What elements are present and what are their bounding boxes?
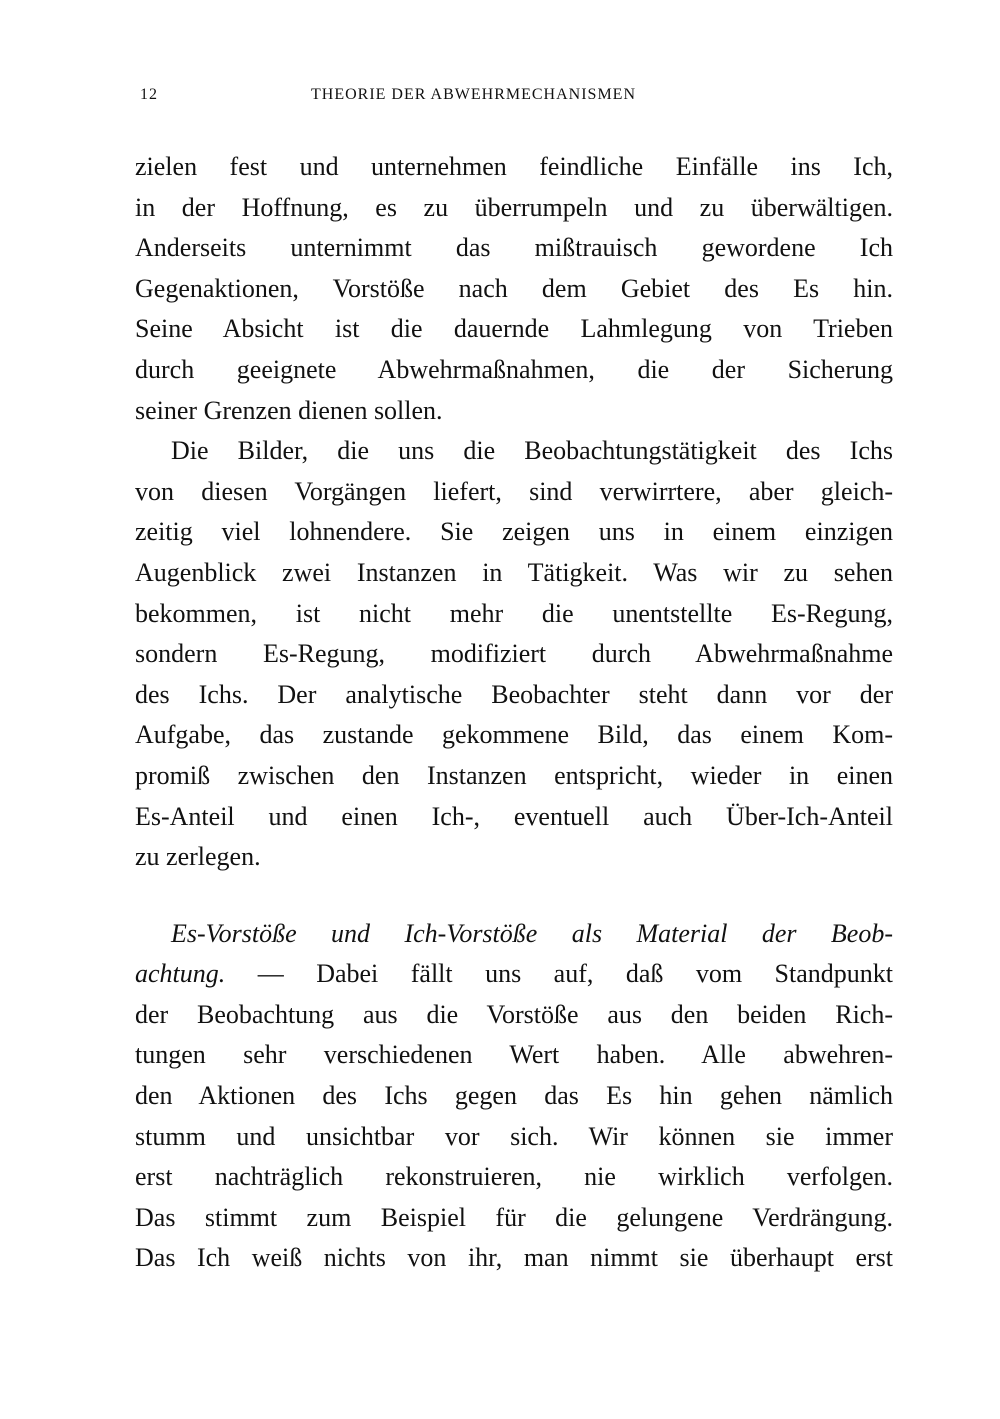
text-line: den Aktionen des Ichs gegen das Es hin gehen nämlich bbox=[135, 1081, 893, 1111]
text-line: Das stimmt zum Beispiel für die gelungene Verdrängung. bbox=[135, 1202, 893, 1232]
text-line: Das Ich weiß nichts von ihr, man nimmt sie überhaupt erst bbox=[135, 1243, 893, 1273]
text-line: Augenblick zwei Instanzen in Tätigkeit. Was wir zu sehen bbox=[135, 557, 893, 587]
text-line bbox=[135, 954, 893, 995]
text-line: Anderseits unternimmt das mißtrauisch gewordene Ich bbox=[135, 233, 893, 263]
text-line: sondern Es-Regung, modifiziert durch Abwehrmaßnahme bbox=[135, 639, 893, 669]
text-fragment: — Dabei fällt uns auf, daß vom Standpunkt bbox=[225, 959, 893, 989]
page-number: 12 bbox=[140, 86, 158, 103]
running-title: THEORIE DER ABWEHRMECHANISMEN bbox=[311, 86, 636, 103]
text-line: durch geeignete Abwehrmaßnahmen, die der Sicherung bbox=[135, 354, 893, 384]
text-line: tungen sehr verschiedenen Wert haben. Alle abwehren- bbox=[135, 1040, 893, 1070]
section-heading-end: achtung. bbox=[135, 959, 226, 989]
body-text bbox=[135, 147, 893, 1279]
text-line: promiß zwischen den Instanzen entspricht, wieder in einen bbox=[135, 760, 893, 790]
paragraph-2 bbox=[135, 431, 893, 878]
text-line: zeitig viel lohnendere. Sie zeigen uns in einem einzigen bbox=[135, 517, 893, 547]
text-line: Aufgabe, das zustande gekommene Bild, das einem Kom- bbox=[135, 720, 893, 750]
text-line: des Ichs. Der analytische Beobachter steht dann vor der bbox=[135, 679, 893, 709]
section-paragraph bbox=[135, 914, 893, 1279]
text-line: erst nachträglich rekonstruieren, nie wirklich verfolgen. bbox=[135, 1162, 893, 1192]
section-gap bbox=[135, 878, 893, 914]
paragraph-1 bbox=[135, 147, 893, 431]
book-page bbox=[135, 0, 893, 1419]
section-heading: Es-Vorstöße und Ich-Vorstöße als Material der Beob- bbox=[171, 918, 893, 948]
text-line: zielen fest und unternehmen feindliche Einfälle ins Ich, bbox=[135, 152, 893, 181]
text-line: Die Bilder, die uns die Beobachtungstätigkeit des Ichs bbox=[171, 436, 893, 466]
text-line: der Beobachtung aus die Vorstöße aus den beiden Rich- bbox=[135, 999, 893, 1029]
text-line: von diesen Vorgängen liefert, sind verwirrtere, aber gleich- bbox=[135, 476, 893, 506]
text-line: zu zerlegen. bbox=[135, 842, 261, 872]
text-line: Seine Absicht ist die dauernde Lahmlegung von Trieben bbox=[135, 314, 893, 344]
text-line: bekommen, ist nicht mehr die unentstellte Es-Regung, bbox=[135, 598, 893, 628]
running-head bbox=[135, 86, 893, 110]
text-line: seiner Grenzen dienen sollen. bbox=[135, 395, 443, 425]
text-line: stumm und unsichtbar vor sich. Wir können sie immer bbox=[135, 1121, 893, 1151]
text-line: Es-Anteil und einen Ich-, eventuell auch Über-Ich-Anteil bbox=[135, 801, 893, 831]
text-line: Gegenaktionen, Vorstöße nach dem Gebiet des Es hin. bbox=[135, 273, 893, 303]
text-line: in der Hoffnung, es zu überrumpeln und zu überwältigen. bbox=[135, 192, 893, 222]
